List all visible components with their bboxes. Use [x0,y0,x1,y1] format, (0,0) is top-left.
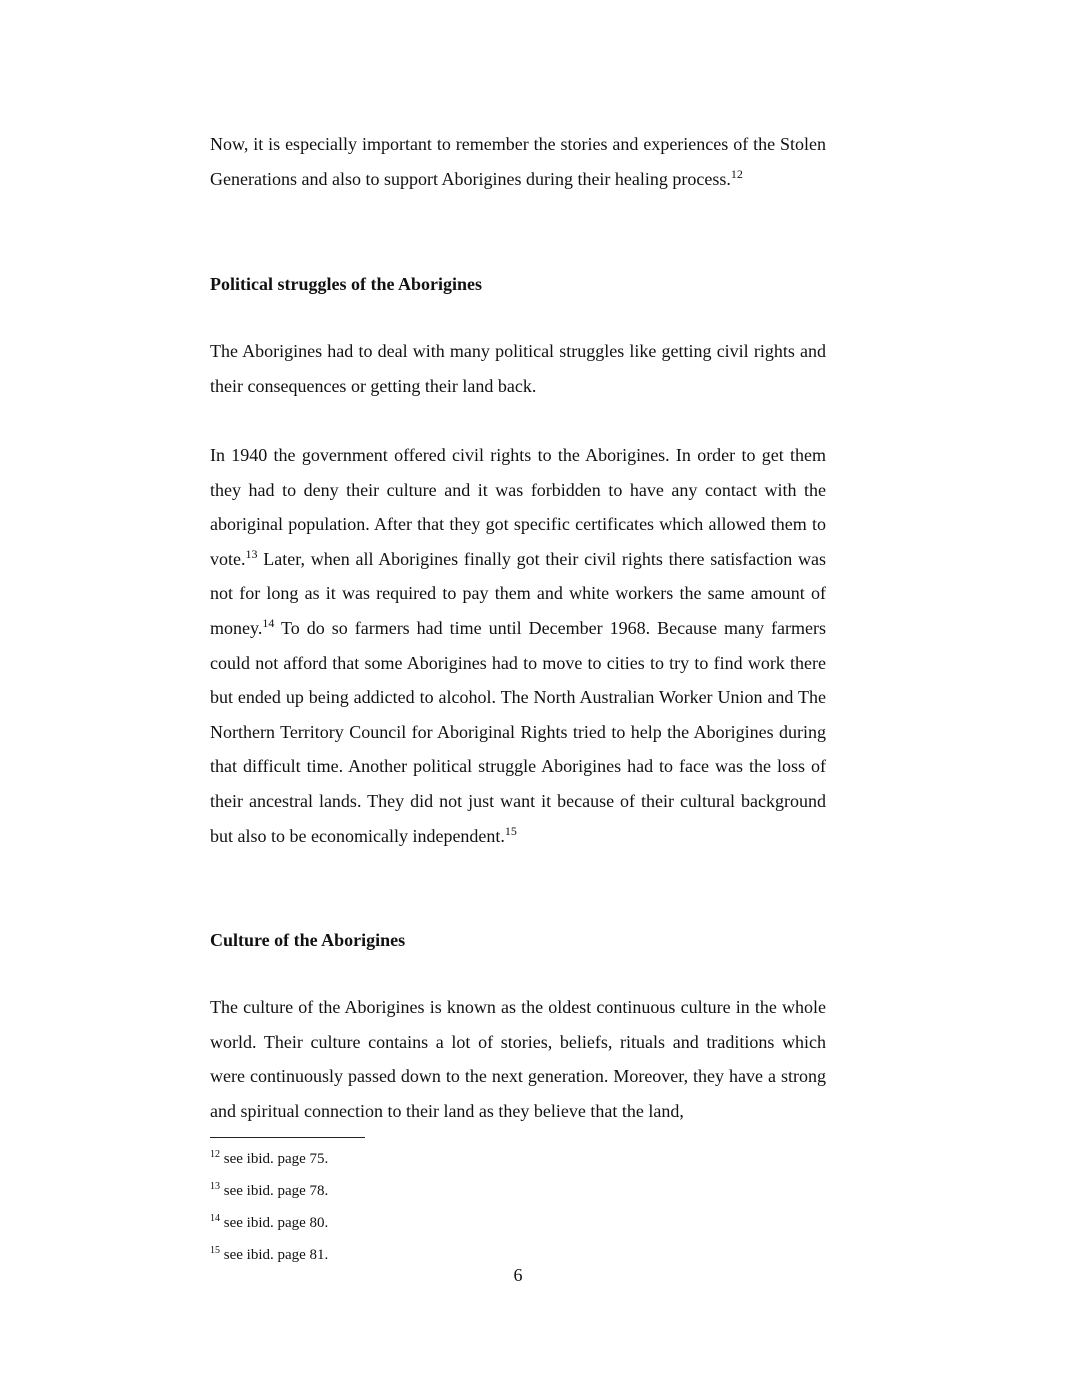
footnote-14: $^{14}$ see ibid. page 80. [210,1213,329,1231]
page-number: 6 [513,1265,523,1285]
footnote-ref-13[interactable]: 13 [245,546,258,561]
footnote-13: $^{13}$ see ibid. page 78. [210,1181,329,1199]
political-paragraph-1: The Aborigines had to deal with many political struggles like getting civil rights and their consequences or getting their land back. [210,341,826,396]
footnote-ref-12[interactable]: 12 [730,166,743,181]
heading-political-struggles: Political struggles of the Aborigines [210,274,482,294]
footnote-ref-15[interactable]: 15 [504,823,517,838]
footnote-12: $^{12}$ see ibid. page 75. [210,1149,329,1167]
heading-culture: Culture of the Aborigines [210,930,406,950]
intro-paragraph: Now, it is especially important to remember the stories and experiences of the Stolen Generations and also to support Aborigines during their healing process.$^{12}$ [210,134,826,189]
footnote-15: $^{15}$ see ibid. page 81. [210,1245,329,1263]
culture-paragraph-1: The culture of the Aborigines is known as the oldest continuous culture in the whole world. Their culture contains a lot of stories, beliefs, rituals and traditions which were continuously passed down to the next generation. Moreover, they have a strong and spiritual connection to their land as they believe that the land, [210,997,826,1121]
footnote-ref-14[interactable]: 14 [262,615,275,630]
footnote-separator [210,1137,365,1138]
political-paragraph-2: In 1940 the government offered civil rights to the Aborigines. In order to get them they had to deny their culture and it was forbidden to have any contact with the aboriginal population. After that they got specific certificates which allowed them to vote.$^{13}$ Later, when all Aborigines finally got their civil rights there satisfaction was not for long as it was required to pay them and white workers the same amount of money.$^{14}$ To do so farmers had time until December 1968. Because many farmers could not afford that some Aborigines had to move to cities to try to find work there but ended up being addicted to alcohol. The North Australian Worker Union and The Northern Territory Council for Aboriginal Rights tried to help the Aborigines during that difficult time. Another political struggle Aborigines had to face was the loss of their ancestral lands. They did not just want it because of their cultural background but also to be economically independent.$^{15}$ [210,445,826,846]
